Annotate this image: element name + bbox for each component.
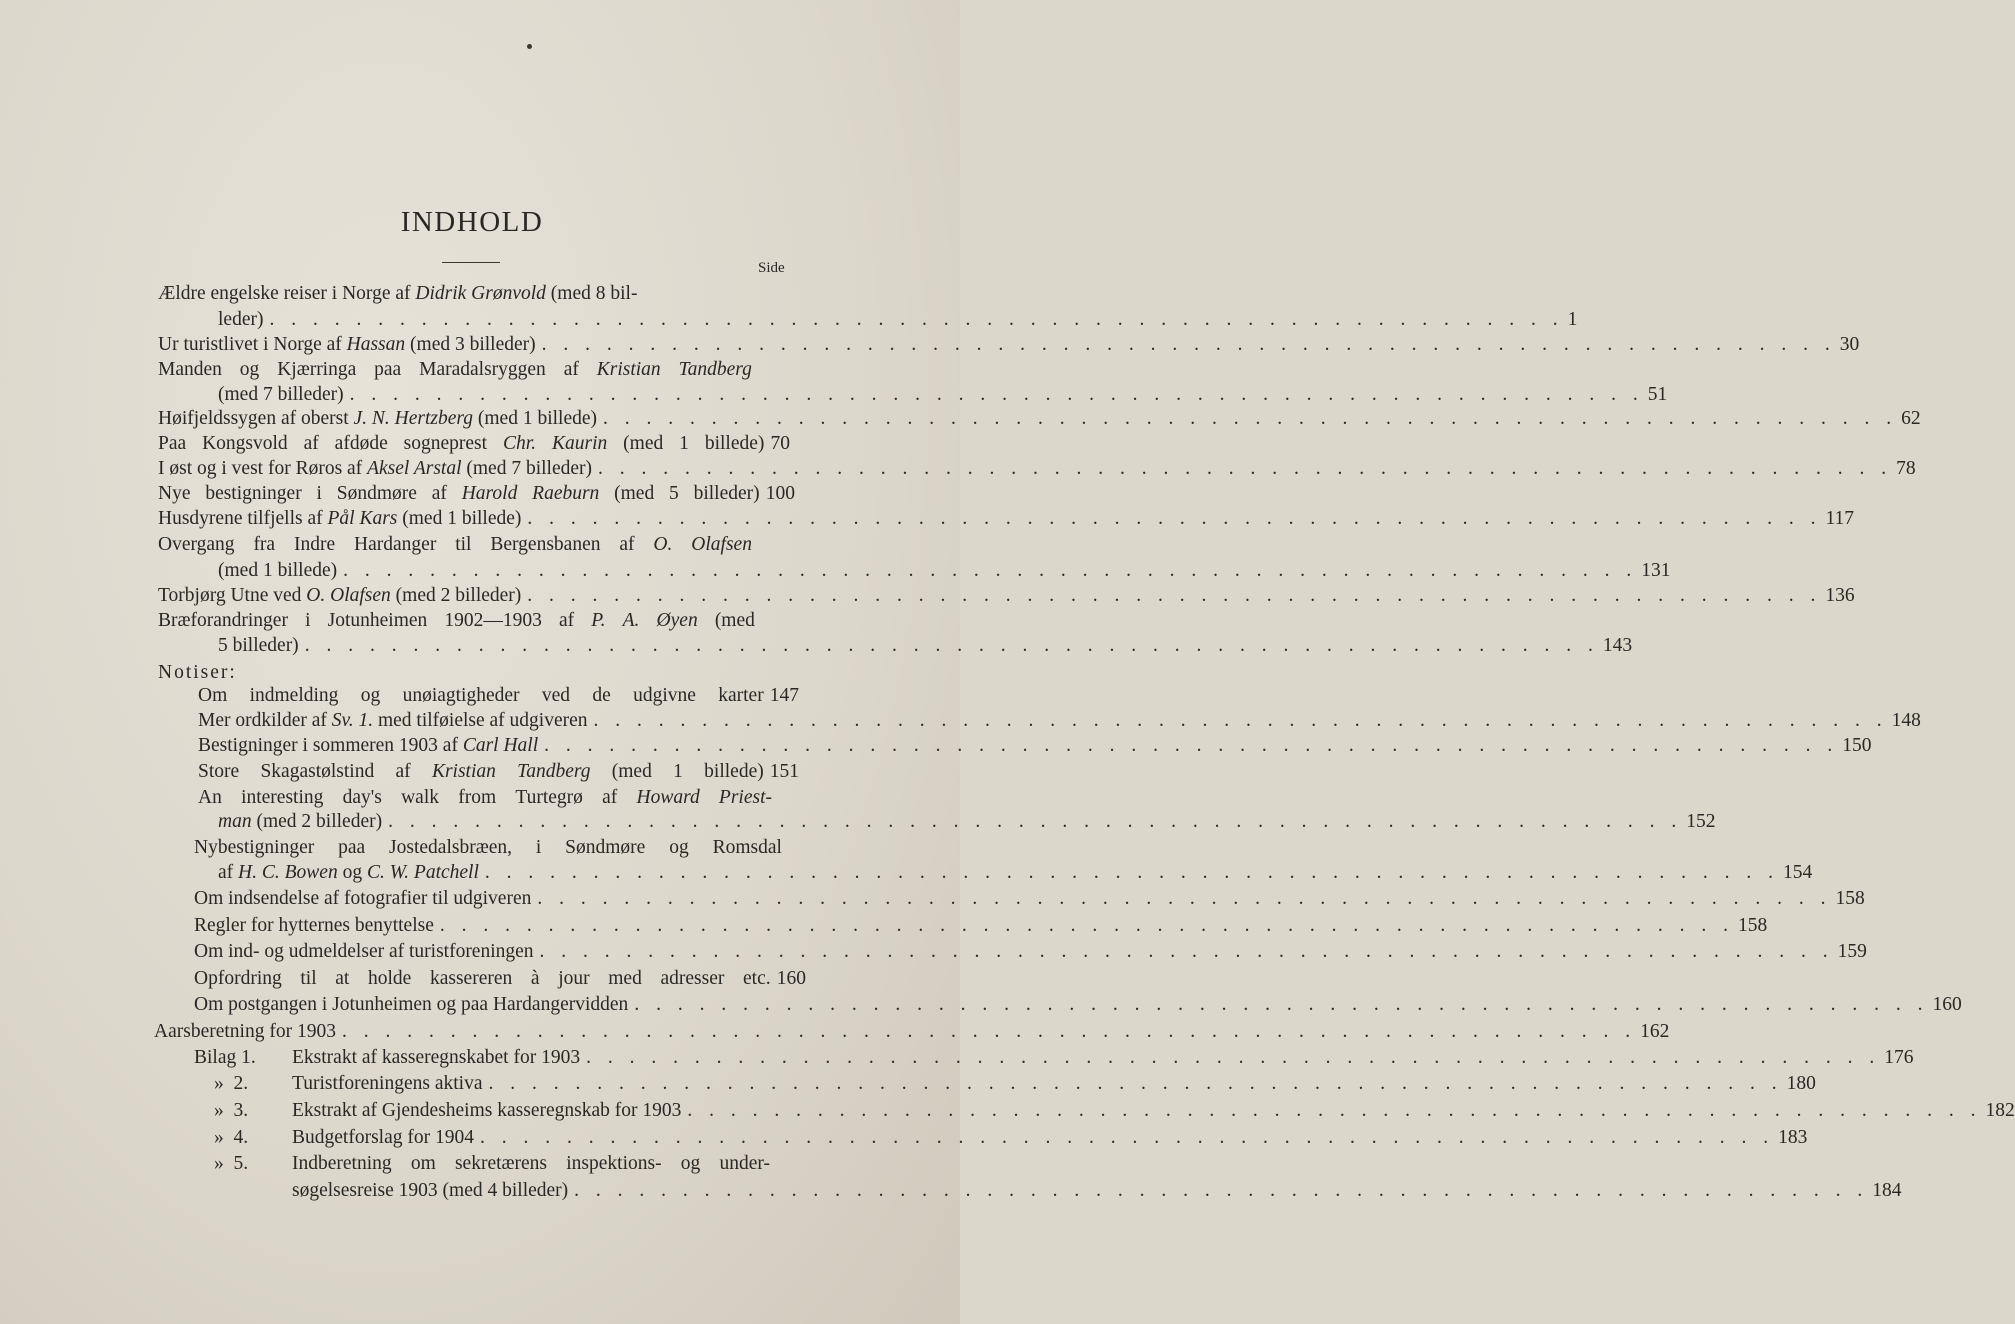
author-name: Olafsen [691, 534, 752, 555]
toc-entry [198, 785, 772, 811]
title-word: til [455, 534, 472, 555]
entry-title [292, 1151, 770, 1177]
side-column-label: Side [758, 260, 785, 276]
toc-entry [194, 966, 806, 992]
page-number: 182 [1985, 1100, 2015, 1121]
title-word: (med [623, 433, 664, 454]
dot-leader: . . . . . . . . . . . . . . . . . . . . . . . . . . . . . . . . . . . . . . . . . . . . . . . . . . . . . . . . . . . . [537, 888, 1832, 909]
author-name: Carl Hall [462, 735, 539, 756]
title-word: og [669, 837, 689, 858]
title-word: af [563, 359, 579, 380]
toc-entry [198, 708, 1921, 734]
title-word: (med [611, 761, 652, 782]
page-number: 158 [1835, 888, 1865, 909]
toc-entry [194, 913, 1768, 939]
title-word: ved [541, 685, 571, 706]
title-word: af [602, 787, 618, 808]
entry-title [158, 431, 765, 457]
toc-entry [218, 307, 1578, 333]
page-number: 62 [1901, 408, 1921, 429]
title-text: Ældre engelske reiser i Norge af [158, 283, 416, 304]
dot-leader: . . . . . . . . . . . . . . . . . . . . . . . . . . . . . . . . . . . . . . . . . . . . . . . . . . . . . . . . . . . . [388, 811, 1683, 832]
title-word: 1 [673, 761, 683, 782]
title-text: (med 7 billeder) [461, 458, 592, 479]
author-name: O. [653, 534, 673, 555]
title-word: i [316, 483, 322, 504]
entry-title [198, 733, 538, 759]
author-name: Harold [461, 483, 518, 504]
title-word: paa [338, 837, 366, 858]
title-word: inspektions- [566, 1153, 662, 1174]
author-name: man [218, 811, 252, 832]
page-number: 131 [1641, 560, 1671, 581]
title-text: (med 3 billeder) [405, 334, 536, 355]
title-word: An [198, 787, 222, 808]
toc-entry [194, 1045, 1914, 1071]
entry-title [158, 608, 755, 634]
title-word: sogneprest [403, 433, 488, 454]
entry-title [218, 558, 337, 584]
toc-entry [198, 733, 1872, 759]
title-word: (med [714, 610, 755, 631]
toc-entry [194, 992, 1962, 1018]
entry-title [218, 307, 263, 333]
title-word: Kjærringa [277, 359, 357, 380]
entry-title [154, 1019, 336, 1045]
title-text: leder) [218, 309, 264, 330]
author-name: Tandberg [517, 761, 591, 782]
entry-title [158, 332, 536, 358]
title-text: Mer ordkilder af [198, 710, 332, 731]
appendix-number: » 2. [214, 1073, 249, 1094]
title-word: etc. [743, 968, 771, 989]
title-word: unøiagtigheder [402, 685, 520, 706]
toc-entry [194, 1151, 770, 1177]
title-text: (med 7 billeder) [218, 384, 344, 405]
page-number: 30 [1839, 334, 1860, 355]
title-word: udgivne [633, 685, 696, 706]
page-number: 143 [1602, 635, 1633, 656]
title-word: adresser [660, 968, 725, 989]
title-word: og [680, 1153, 701, 1174]
title-text: (med 2 billeder) [251, 811, 383, 832]
title-word: afdøde [334, 433, 388, 454]
title-word: interesting [241, 787, 324, 808]
title-text: (med 1 billede) [397, 508, 522, 529]
title-word: billede) [704, 433, 765, 454]
entry-title [158, 532, 752, 558]
title-text: Om ind- og udmeldelser af turistforeningen [194, 941, 534, 962]
appendix-number: » 3. [214, 1100, 249, 1121]
title-word: from [458, 787, 497, 808]
title-word: Skagastølstind [260, 761, 375, 782]
title-word: Om [198, 685, 228, 706]
author-name: H. C. Bowen [238, 862, 338, 883]
toc-entry [218, 860, 1813, 886]
entry-title [158, 406, 597, 432]
page-number: 100 [765, 483, 795, 504]
title-text: 5 billeder) [218, 635, 299, 656]
page-number: 160 [1932, 994, 1962, 1015]
entry-title [218, 860, 479, 886]
title-word: Indberetning [292, 1153, 392, 1174]
dot-leader: . . . . . . . . . . . . . . . . . . . . . . . . . . . . . . . . . . . . . . . . . . . . . . . . . . . . . . . . . . . . [439, 915, 1734, 936]
title-text: Torbjørg Utne ved [158, 585, 307, 606]
ink-speck [527, 44, 532, 49]
dot-leader: . . . . . . . . . . . . . . . . . . . . . . . . . . . . . . . . . . . . . . . . . . . . . . . . . . . . . . . . . . . . [349, 384, 1644, 405]
page-number: 180 [1786, 1073, 1816, 1094]
dot-leader: . . . . . . . . . . . . . . . . . . . . . . . . . . . . . . . . . . . . . . . . . . . . . . . . . . . . . . . . . . . . [593, 710, 1888, 731]
title-text: Budgetforslag for 1904 [292, 1127, 474, 1148]
title-word: Bræforandringer [158, 610, 288, 631]
entry-title [292, 1045, 580, 1071]
entry-title [198, 759, 764, 785]
page-number: 176 [1884, 1047, 1914, 1068]
author-name: Kaurin [551, 433, 608, 454]
title-word: billede) [704, 761, 764, 782]
toc-entry [194, 886, 1865, 912]
title-text: Om indsendelse af fotografier til udgiveren [194, 888, 532, 909]
title-word: Turtegrø [515, 787, 583, 808]
entry-title [198, 708, 588, 734]
title-text: Bestigninger i sommeren 1903 af [198, 735, 463, 756]
title-text: søgelsesreise 1903 (med 4 billeder) [292, 1180, 569, 1201]
entry-title [158, 506, 521, 532]
appendix-number: » 5. [214, 1153, 249, 1174]
title-rule [442, 262, 500, 263]
author-name: O. Olafsen [306, 585, 391, 606]
toc-entry [158, 532, 752, 558]
title-text: af [218, 862, 239, 883]
dot-leader: . . . . . . . . . . . . . . . . . . . . . . . . . . . . . . . . . . . . . . . . . . . . . . . . . . . . . . . . . . . . [539, 941, 1834, 962]
title-text: Ekstrakt af Gjendesheims kasseregnskab for 1903 [292, 1100, 682, 1121]
author-name: Raeburn [532, 483, 600, 504]
page-number: 184 [1872, 1180, 1902, 1201]
entry-title [218, 809, 382, 835]
title-word: Paa [158, 433, 187, 454]
title-text: Ekstrakt af kasseregnskabet for 1903 [292, 1047, 581, 1068]
dot-leader: . . . . . . . . . . . . . . . . . . . . . . . . . . . . . . . . . . . . . . . . . . . . . . . . . . . . . . . . . . . . [541, 334, 1836, 355]
entry-title [194, 886, 531, 912]
title-word: Søndmøre [565, 837, 646, 858]
page-number: 158 [1738, 915, 1768, 936]
entry-title [158, 481, 760, 507]
title-word: Søndmøre [336, 483, 417, 504]
author-name: Chr. [502, 433, 537, 454]
toc-entry [292, 1178, 1902, 1204]
title-word: (med [614, 483, 655, 504]
toc-entry [218, 633, 1633, 659]
toc-entry [158, 357, 752, 383]
author-name: Howard [636, 787, 700, 808]
toc-entry [158, 431, 790, 457]
title-word: 1 [679, 433, 689, 454]
title-word: billeder) [693, 483, 760, 504]
entry-title [198, 683, 764, 709]
title-word: bestigninger [205, 483, 302, 504]
page-number: 70 [770, 433, 790, 454]
toc-entry [158, 481, 795, 507]
title-word: walk [401, 787, 439, 808]
title-text: Høifjeldssygen af oberst [158, 408, 354, 429]
title-word: Jotunheimen [327, 610, 428, 631]
title-word: af [395, 761, 411, 782]
entry-title [194, 966, 771, 992]
entry-title [218, 633, 299, 659]
title-word: i [305, 610, 311, 631]
title-text: (med 8 bil- [545, 283, 638, 304]
title-word: Indre [293, 534, 336, 555]
entry-title [292, 1071, 482, 1097]
dot-leader: . . . . . . . . . . . . . . . . . . . . . . . . . . . . . . . . . . . . . . . . . . . . . . . . . . . . . . . . . . . . [527, 508, 1822, 529]
entry-title [158, 583, 521, 609]
title-word: og [360, 685, 381, 706]
page-number: 78 [1896, 458, 1916, 479]
title-text: Ur turistlivet i Norge af [158, 334, 347, 355]
author-name: Pål Kars [327, 508, 398, 529]
entry-title [292, 1098, 681, 1124]
page-number: 151 [769, 761, 799, 782]
author-name: P. [591, 610, 606, 631]
title-text: Husdyrene tilfjells af [158, 508, 328, 529]
title-word: Nybestigninger [194, 837, 315, 858]
author-name: Øyen [656, 610, 698, 631]
author-name: C. W. Patchell [366, 862, 479, 883]
entry-title [292, 1125, 474, 1151]
toc-entry [154, 1019, 1670, 1045]
title-word: kassereren [429, 968, 513, 989]
toc-entry [194, 1125, 1808, 1151]
toc-entry [198, 759, 799, 785]
title-word: af [303, 433, 319, 454]
title-word: at [335, 968, 350, 989]
author-name: Priest- [718, 787, 772, 808]
dot-leader: . . . . . . . . . . . . . . . . . . . . . . . . . . . . . . . . . . . . . . . . . . . . . . . . . . . . . . . . . . . . [687, 1100, 1982, 1121]
title-word: af [558, 610, 575, 631]
page-number: 154 [1783, 862, 1813, 883]
appendix-number: Bilag 1. [194, 1047, 256, 1068]
dot-leader: . . . . . . . . . . . . . . . . . . . . . . . . . . . . . . . . . . . . . . . . . . . . . . . . . . . . . . . . . . . . [304, 635, 1599, 656]
title-word: day's [342, 787, 382, 808]
title-word: Overgang [158, 534, 235, 555]
title-text: Aarsberetning for 1903 [154, 1021, 336, 1042]
title-text: Om postgangen i Jotunheimen og paa Hardangervidden [194, 994, 629, 1015]
title-word: Maradalsryggen [419, 359, 546, 380]
page-number: 136 [1825, 585, 1855, 606]
title-word: fra [253, 534, 276, 555]
toc-entry [158, 456, 1916, 482]
author-name: J. N. Hertzberg [353, 408, 474, 429]
title-word: karter [718, 685, 764, 706]
author-name: A. [622, 610, 640, 631]
title-word: indmelding [249, 685, 339, 706]
page-number: 162 [1640, 1021, 1670, 1042]
dot-leader: . . . . . . . . . . . . . . . . . . . . . . . . . . . . . . . . . . . . . . . . . . . . . . . . . . . . . . . . . . . . [269, 309, 1564, 330]
entry-title [194, 939, 534, 965]
toc-entry [194, 1071, 1816, 1097]
title-text: med tilføielse af udgiveren [373, 710, 588, 731]
dot-leader: . . . . . . . . . . . . . . . . . . . . . . . . . . . . . . . . . . . . . . . . . . . . . . . . . . . . . . . . . . . . [484, 862, 1780, 883]
title-word: Romsdal [712, 837, 782, 858]
title-text: Regler for hytternes benyttelse [194, 915, 434, 936]
title-word: i [535, 837, 542, 858]
title-text: I øst og i vest for Røros af [158, 458, 368, 479]
title-word: med [608, 968, 642, 989]
title-word: Nye [158, 483, 191, 504]
dot-leader: . . . . . . . . . . . . . . . . . . . . . . . . . . . . . . . . . . . . . . . . . . . . . . . . . . . . . . . . . . . . [544, 735, 1839, 756]
title-text: (med 2 billeder) [390, 585, 522, 606]
title-text: Turistforeningens aktiva [292, 1073, 483, 1094]
title-word: Bergensbanen [490, 534, 601, 555]
toc-entry [198, 683, 799, 709]
title-word: til [300, 968, 317, 989]
page-number: 152 [1686, 811, 1716, 832]
title-word: jour [558, 968, 590, 989]
title-word: holde [368, 968, 412, 989]
page-number: 147 [769, 685, 799, 706]
title-word: à [530, 968, 540, 989]
title-word: Manden [158, 359, 222, 380]
title-text: Notiser: [158, 662, 237, 683]
title-word: af [431, 483, 447, 504]
toc-entry [158, 583, 1855, 609]
author-name: Kristian [431, 761, 496, 782]
author-name: Didrik Grønvold [415, 283, 546, 304]
title-text: (med 1 billede) [473, 408, 598, 429]
page-number: 160 [776, 968, 806, 989]
dot-leader: . . . . . . . . . . . . . . . . . . . . . . . . . . . . . . . . . . . . . . . . . . . . . . . . . . . . . . . . . . . . [527, 585, 1822, 606]
page-number: 148 [1891, 710, 1921, 731]
dot-leader: . . . . . . . . . . . . . . . . . . . . . . . . . . . . . . . . . . . . . . . . . . . . . . . . . . . . . . . . . . . . [488, 1073, 1783, 1094]
entry-title [194, 992, 628, 1018]
author-name: Hassan [346, 334, 406, 355]
dot-leader: . . . . . . . . . . . . . . . . . . . . . . . . . . . . . . . . . . . . . . . . . . . . . . . . . . . . . . . . . . . . [603, 408, 1898, 429]
entry-title [158, 456, 592, 482]
dot-leader: . . . . . . . . . . . . . . . . . . . . . . . . . . . . . . . . . . . . . . . . . . . . . . . . . . . . . . . . . . . . [343, 560, 1638, 581]
appendix-number: » 4. [214, 1127, 249, 1148]
entry-title [194, 913, 434, 939]
page-title: INDHOLD [400, 206, 544, 238]
title-word: under- [719, 1153, 770, 1174]
toc-entry [194, 835, 782, 861]
dot-leader: . . . . . . . . . . . . . . . . . . . . . . . . . . . . . . . . . . . . . . . . . . . . . . . . . . . . . . . . . . . . [341, 1021, 1637, 1042]
title-word: Hardanger [354, 534, 437, 555]
title-word: Opfordring [194, 968, 282, 989]
toc-entry [158, 608, 755, 634]
title-text: (med 1 billede) [218, 560, 338, 581]
author-name: Aksel Arstal [367, 458, 462, 479]
toc-entry [194, 939, 1867, 965]
title-word: af [619, 534, 635, 555]
author-name: Sv. 1. [331, 710, 374, 731]
entry-title [158, 357, 752, 383]
toc-entry [194, 1098, 2015, 1124]
title-word: og [239, 359, 260, 380]
entry-title [194, 835, 782, 861]
title-word: Store [198, 761, 240, 782]
title-word: sekretærens [454, 1153, 548, 1174]
title-word: om [410, 1153, 436, 1174]
page-number: 150 [1842, 735, 1872, 756]
toc-entry [218, 558, 1671, 584]
dot-leader: . . . . . . . . . . . . . . . . . . . . . . . . . . . . . . . . . . . . . . . . . . . . . . . . . . . . . . . . . . . . [634, 994, 1929, 1015]
title-word: 5 [669, 483, 679, 504]
toc-entry [158, 506, 1855, 532]
title-word: Kongsvold [202, 433, 288, 454]
dot-leader: . . . . . . . . . . . . . . . . . . . . . . . . . . . . . . . . . . . . . . . . . . . . . . . . . . . . . . . . . . . . [574, 1180, 1869, 1201]
toc-entry [158, 281, 790, 307]
title-word: Jostedalsbræen, [389, 837, 512, 858]
entry-title [292, 1178, 568, 1204]
dot-leader: . . . . . . . . . . . . . . . . . . . . . . . . . . . . . . . . . . . . . . . . . . . . . . . . . . . . . . . . . . . . [586, 1047, 1881, 1068]
title-word: 1902—1903 [444, 610, 542, 631]
dot-leader: . . . . . . . . . . . . . . . . . . . . . . . . . . . . . . . . . . . . . . . . . . . . . . . . . . . . . . . . . . . . [598, 458, 1893, 479]
entry-title [218, 382, 344, 408]
toc-entry [218, 382, 1668, 408]
dot-leader: . . . . . . . . . . . . . . . . . . . . . . . . . . . . . . . . . . . . . . . . . . . . . . . . . . . . . . . . . . . . [479, 1127, 1775, 1148]
title-text: og [337, 862, 367, 883]
page-number: 1 [1567, 309, 1578, 330]
author-name: Tandberg [678, 359, 752, 380]
page-number: 159 [1837, 941, 1867, 962]
page-number: 117 [1825, 508, 1855, 529]
title-word: paa [374, 359, 402, 380]
page-number: 51 [1647, 384, 1668, 405]
entry-title [198, 785, 772, 811]
page-number: 183 [1778, 1127, 1808, 1148]
toc-entry [158, 332, 1860, 358]
toc-entry [218, 809, 1716, 835]
title-word: de [592, 685, 611, 706]
toc-entry [158, 406, 1921, 432]
author-name: Kristian [596, 359, 661, 380]
entry-title [158, 281, 637, 307]
